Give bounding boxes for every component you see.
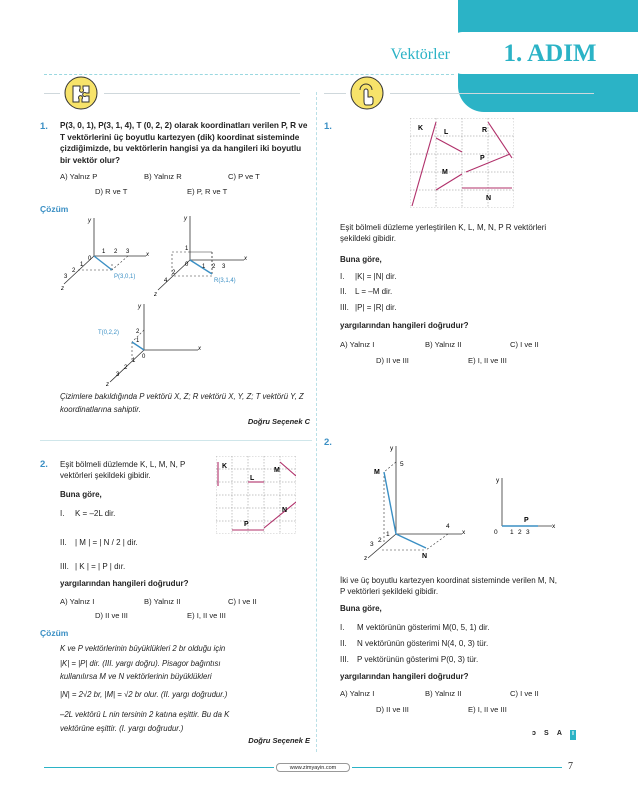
statement-1: |K| = |N| dir. xyxy=(355,272,397,281)
svg-text:2: 2 xyxy=(378,537,382,544)
question-text: İki ve üç boyutlu kartezyen koordinat sisteminde verilen M, N, P vektörleri şekildeki gibidir. xyxy=(340,576,557,596)
badge-letter: A xyxy=(556,730,562,737)
option-c[interactable]: C) I ve II xyxy=(510,340,539,349)
svg-text:2: 2 xyxy=(518,529,522,536)
option-d[interactable]: D) II ve III xyxy=(376,356,409,365)
solution-line: |K| = |P| dir. (III. yargı doğru). Pisagor bağıntısı xyxy=(60,659,221,668)
option-b[interactable]: B) Yalnız R xyxy=(144,172,182,181)
option-d[interactable]: D) II ve III xyxy=(95,611,128,620)
point-label: P(3,0,1) xyxy=(114,274,136,280)
statement-1: K = –2L dir. xyxy=(75,509,116,518)
solution-label: Çözüm xyxy=(40,628,69,638)
svg-text:y: y xyxy=(496,477,500,484)
statement-3: |P| = |R| dir. xyxy=(355,303,397,312)
svg-text:1: 1 xyxy=(136,338,140,344)
option-a[interactable]: A) Yalnız I xyxy=(340,340,375,349)
statement-2: L = –M dir. xyxy=(355,287,393,296)
axis-z: z xyxy=(61,286,64,292)
answer-badge xyxy=(528,730,580,740)
svg-text:3: 3 xyxy=(116,372,120,378)
coordinate-graph-p xyxy=(58,212,158,292)
svg-text:1: 1 xyxy=(80,262,84,268)
solution-text: Çizimlere bakıldığında P vektörü X, Z; R vektörü X, Y, Z; T vektörü Y, Z koordinatlarına sahiptir. xyxy=(60,392,304,414)
option-a[interactable]: A) Yalnız P xyxy=(60,172,98,181)
svg-text:2: 2 xyxy=(124,365,128,371)
svg-text:L: L xyxy=(444,129,449,136)
statement-1: M vektörünün gösterimi M(0, 5, 1) dir. xyxy=(357,623,490,632)
option-c[interactable]: C) P ve T xyxy=(228,172,260,181)
statement-2: N vektörünün gösterimi N(4, 0, 3) tür. xyxy=(357,639,489,648)
svg-text:P: P xyxy=(480,155,485,162)
question-text: Eşit bölmeli düzlemde K, L, M, N, P vektörleri şekildeki gibidir. xyxy=(60,460,186,480)
option-e[interactable]: E) I, II ve III xyxy=(468,705,507,714)
option-a[interactable]: A) Yalnız I xyxy=(60,597,95,606)
footer-rule-right xyxy=(352,767,562,768)
statement-3: P vektörünün gösterimi P(0, 3) tür. xyxy=(357,655,479,664)
svg-text:4: 4 xyxy=(164,278,168,284)
svg-text:2: 2 xyxy=(212,264,216,270)
svg-text:1: 1 xyxy=(185,246,189,252)
svg-text:x: x xyxy=(462,529,466,536)
footer-url[interactable]: www.zimyayin.com xyxy=(276,763,350,772)
svg-text:N: N xyxy=(486,195,492,202)
svg-text:M: M xyxy=(374,469,380,476)
solution-line: |N| = 2√2 br, |M| = √2 br olur. (II. yargı doğrudur.) xyxy=(60,690,228,699)
svg-text:3: 3 xyxy=(126,249,130,255)
page-number: 7 xyxy=(568,761,573,772)
svg-text:x: x xyxy=(244,256,247,262)
svg-text:N: N xyxy=(282,507,288,514)
svg-text:3: 3 xyxy=(526,529,530,536)
svg-text:K: K xyxy=(222,463,228,470)
coordinate-graph-2d xyxy=(490,474,560,536)
buna-gore: Buna göre, xyxy=(340,255,382,264)
option-c[interactable]: C) I ve II xyxy=(228,597,257,606)
coordinate-graph-r xyxy=(152,212,252,298)
roman-2: II. xyxy=(340,639,347,648)
question-text: Eşit bölmeli düzleme yerleştirilen K, L, M, N, P R vektörleri şekildeki gibidir. xyxy=(340,223,547,243)
svg-text:N: N xyxy=(422,553,428,560)
axis-y: y xyxy=(88,218,91,224)
vector-grid xyxy=(216,456,296,534)
question-number: 2. xyxy=(324,437,332,448)
option-b[interactable]: B) Yalnız II xyxy=(144,597,181,606)
puzzle-icon xyxy=(64,76,98,110)
svg-text:P: P xyxy=(524,517,529,524)
svg-text:x: x xyxy=(198,346,201,352)
roman-3: III. xyxy=(340,303,349,312)
touch-icon xyxy=(350,76,384,110)
option-a[interactable]: A) Yalnız I xyxy=(340,689,375,698)
correct-answer: Doğru Seçenek C xyxy=(247,417,310,426)
option-c[interactable]: C) I ve II xyxy=(510,689,539,698)
correct-answer: Doğru Seçenek E xyxy=(248,736,310,745)
question-prompt: yargılarından hangileri doğrudur? xyxy=(60,579,189,588)
buna-gore: Buna göre, xyxy=(60,490,102,499)
svg-text:3: 3 xyxy=(222,264,226,270)
svg-text:2: 2 xyxy=(172,270,176,276)
solution-line: –2L vektörü L nin tersinin 2 katına eşittir. Bu da K xyxy=(60,710,230,719)
option-e[interactable]: E) P, R ve T xyxy=(187,187,228,196)
svg-text:y: y xyxy=(184,216,187,222)
option-d[interactable]: D) II ve III xyxy=(376,705,409,714)
statement-3: | K | = | P | dır. xyxy=(75,562,126,571)
option-b[interactable]: B) Yalnız II xyxy=(425,689,462,698)
question-number: 2. xyxy=(40,459,48,470)
svg-text:R(3,1,4): R(3,1,4) xyxy=(214,278,236,284)
svg-text:3: 3 xyxy=(370,541,374,548)
left-icon-rule xyxy=(104,93,300,94)
svg-text:R: R xyxy=(482,127,488,134)
svg-text:T(0,2,2): T(0,2,2) xyxy=(98,330,120,336)
question-number: 1. xyxy=(40,121,48,132)
question-text: P(3, 0, 1), P(3, 1, 4), T (0, 2, 2) olarak koordinatları verilen P, R ve T vektörlerini üç boyutlu kartezyen (dik) koordinat sisteminde çizdiğimizde, bu vektörlerin hangisi ya da hangileri iki boyutlu bir vektör olur? xyxy=(60,121,308,165)
svg-text:0: 0 xyxy=(494,529,498,536)
svg-text:1: 1 xyxy=(132,358,136,364)
origin: 0 xyxy=(88,256,92,262)
option-e[interactable]: E) I, II ve III xyxy=(468,356,507,365)
vector-grid xyxy=(410,118,514,208)
solution-label: Çözüm xyxy=(40,204,69,214)
question-number: 1. xyxy=(324,121,332,132)
coordinate-graph-3d xyxy=(362,442,472,560)
svg-text:x: x xyxy=(552,523,556,530)
svg-text:2: 2 xyxy=(72,268,76,274)
option-d[interactable]: D) R ve T xyxy=(95,187,128,196)
badge-letter: S xyxy=(544,730,549,737)
svg-text:4: 4 xyxy=(446,523,450,530)
svg-text:z: z xyxy=(106,382,109,388)
solution-line: kullanılırsa M ve N vektörlerinin büyüklükleri xyxy=(60,672,212,681)
right-icon-rule xyxy=(390,93,594,94)
svg-text:K: K xyxy=(418,125,424,132)
svg-text:2: 2 xyxy=(136,329,140,335)
roman-1: I. xyxy=(340,272,345,281)
svg-text:y: y xyxy=(138,304,141,310)
svg-text:2: 2 xyxy=(114,249,118,255)
solution-line: K ve P vektörlerinin büyüklükleri 2 br olduğu için xyxy=(60,644,226,653)
buna-gore: Buna göre, xyxy=(340,604,382,613)
roman-3: III. xyxy=(340,655,349,664)
badge-letter: ɔ xyxy=(532,730,536,737)
svg-text:5: 5 xyxy=(400,461,404,468)
header-rule xyxy=(44,74,454,75)
roman-1: I. xyxy=(340,623,345,632)
svg-text:L: L xyxy=(250,475,255,482)
option-b[interactable]: B) Yalnız II xyxy=(425,340,462,349)
statement-2: | M | = | N / 2 | dir. xyxy=(75,538,138,547)
svg-text:P: P xyxy=(244,521,249,528)
footer-rule-left xyxy=(44,767,274,768)
svg-text:y: y xyxy=(390,445,394,452)
svg-text:0: 0 xyxy=(185,262,189,268)
svg-text:M: M xyxy=(274,467,280,474)
roman-1: I. xyxy=(60,509,65,518)
question-prompt: yargılarından hangileri doğrudur? xyxy=(340,321,469,330)
badge-letter: ı xyxy=(570,730,576,740)
svg-text:1: 1 xyxy=(202,264,206,270)
coordinate-graph-t xyxy=(98,300,208,388)
svg-text:z: z xyxy=(154,292,157,298)
question-prompt: yargılarından hangileri doğrudur? xyxy=(340,672,469,681)
option-e[interactable]: E) I, II ve III xyxy=(187,611,226,620)
svg-text:1: 1 xyxy=(102,249,106,255)
svg-text:z: z xyxy=(364,555,368,560)
column-divider xyxy=(316,92,317,752)
svg-text:0: 0 xyxy=(142,354,146,360)
section-rule xyxy=(40,440,312,441)
svg-text:3: 3 xyxy=(64,274,68,280)
roman-3: III. xyxy=(60,562,69,571)
svg-text:1: 1 xyxy=(386,531,390,538)
roman-2: II. xyxy=(340,287,347,296)
svg-text:M: M xyxy=(442,169,448,176)
solution-line: vektörüne eşittir. (I. yargı doğrudur.) xyxy=(60,724,184,733)
left-icon-rule-l xyxy=(44,93,60,94)
step-title: 1. ADIM xyxy=(503,40,597,67)
roman-2: II. xyxy=(60,538,67,547)
section-title: Vektörler xyxy=(390,46,450,63)
right-icon-rule-l xyxy=(324,93,346,94)
svg-text:1: 1 xyxy=(510,529,514,536)
axis-x: x xyxy=(146,252,149,258)
